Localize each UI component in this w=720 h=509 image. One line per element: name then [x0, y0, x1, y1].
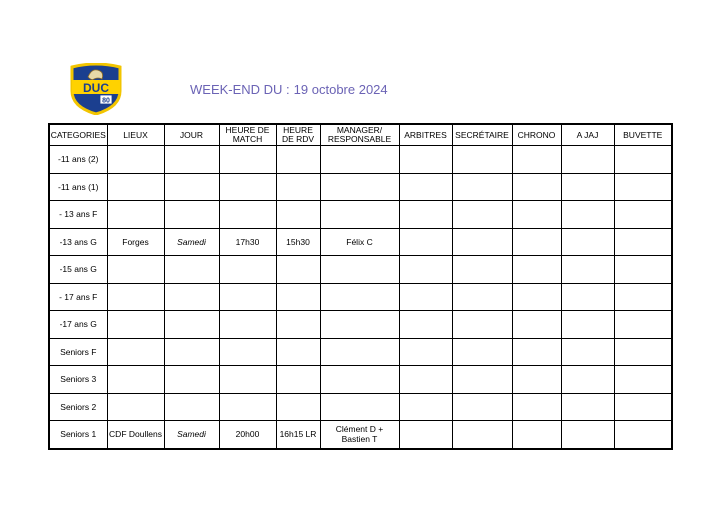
cell-arbitres[interactable]	[399, 283, 452, 311]
cell-ajaj[interactable]	[561, 338, 614, 366]
cell-manager[interactable]	[320, 283, 399, 311]
cell-lieux[interactable]	[107, 146, 164, 174]
col-header-heure-match: HEURE DE MATCH	[219, 124, 276, 146]
cell-heure-match[interactable]	[219, 311, 276, 339]
cell-chrono[interactable]	[512, 146, 561, 174]
cell-chrono[interactable]	[512, 421, 561, 449]
cell-manager[interactable]	[320, 338, 399, 366]
cell-arbitres[interactable]	[399, 173, 452, 201]
col-header-buvette: BUVETTE	[614, 124, 672, 146]
cell-manager[interactable]	[320, 146, 399, 174]
cell-buvette[interactable]	[614, 256, 672, 284]
cell-manager[interactable]	[320, 311, 399, 339]
col-header-secretaire: SECRÉTAIRE	[452, 124, 512, 146]
cell-jour[interactable]	[164, 146, 219, 174]
cell-buvette[interactable]	[614, 201, 672, 229]
cell-secretaire[interactable]	[452, 201, 512, 229]
cell-heure-rdv[interactable]	[276, 366, 320, 394]
col-header-manager: MANAGER/ RESPONSABLE	[320, 124, 399, 146]
logo-small-text: 80	[102, 97, 110, 105]
table-row	[49, 173, 672, 201]
cell-secretaire[interactable]	[452, 228, 512, 256]
cell-buvette[interactable]	[614, 421, 672, 449]
cell-jour[interactable]	[164, 173, 219, 201]
cell-jour[interactable]	[164, 311, 219, 339]
cell-arbitres[interactable]	[399, 201, 452, 229]
cell-heure-match[interactable]	[219, 338, 276, 366]
table-row	[49, 228, 672, 256]
cell-chrono[interactable]	[512, 173, 561, 201]
table-row	[49, 201, 672, 229]
col-header-chrono: CHRONO	[512, 124, 561, 146]
cell-lieux[interactable]	[107, 393, 164, 421]
cell-heure-rdv[interactable]	[276, 256, 320, 284]
table-row	[49, 421, 672, 449]
cell-heure-match[interactable]	[219, 146, 276, 174]
cell-categorie[interactable]: Seniors 1	[49, 421, 107, 449]
cell-categorie[interactable]: -11 ans (1)	[49, 173, 107, 201]
cell-arbitres[interactable]	[399, 393, 452, 421]
col-header-arbitres: ARBITRES	[399, 124, 452, 146]
cell-ajaj[interactable]	[561, 421, 614, 449]
table-row	[49, 256, 672, 284]
cell-chrono[interactable]	[512, 228, 561, 256]
cell-secretaire[interactable]	[452, 311, 512, 339]
cell-manager[interactable]	[320, 201, 399, 229]
cell-heure-match[interactable]	[219, 283, 276, 311]
cell-buvette[interactable]	[614, 173, 672, 201]
cell-categorie[interactable]: Seniors 3	[49, 366, 107, 394]
cell-categorie[interactable]: -15 ans G	[49, 256, 107, 284]
cell-manager[interactable]: Clément D + Bastien T	[320, 421, 399, 449]
cell-ajaj[interactable]	[561, 173, 614, 201]
cell-arbitres[interactable]	[399, 146, 452, 174]
cell-buvette[interactable]	[614, 338, 672, 366]
table-header-row	[49, 124, 672, 146]
cell-arbitres[interactable]	[399, 228, 452, 256]
cell-lieux[interactable]	[107, 173, 164, 201]
cell-lieux[interactable]	[107, 311, 164, 339]
cell-manager[interactable]	[320, 173, 399, 201]
table-row	[49, 146, 672, 174]
schedule-table	[48, 123, 673, 450]
cell-categorie[interactable]: -13 ans G	[49, 228, 107, 256]
cell-buvette[interactable]	[614, 393, 672, 421]
cell-heure-rdv[interactable]	[276, 146, 320, 174]
cell-secretaire[interactable]	[452, 256, 512, 284]
cell-secretaire[interactable]	[452, 393, 512, 421]
cell-heure-match[interactable]	[219, 393, 276, 421]
cell-jour[interactable]	[164, 256, 219, 284]
cell-heure-rdv[interactable]	[276, 393, 320, 421]
cell-secretaire[interactable]	[452, 173, 512, 201]
cell-lieux[interactable]	[107, 256, 164, 284]
cell-jour[interactable]: Samedi	[164, 228, 219, 256]
cell-chrono[interactable]	[512, 366, 561, 394]
cell-categorie[interactable]: - 13 ans F	[49, 201, 107, 229]
cell-heure-match[interactable]	[219, 173, 276, 201]
cell-lieux[interactable]	[107, 366, 164, 394]
cell-ajaj[interactable]	[561, 283, 614, 311]
cell-ajaj[interactable]	[561, 311, 614, 339]
cell-secretaire[interactable]	[452, 146, 512, 174]
cell-heure-rdv[interactable]: 15h30	[276, 228, 320, 256]
cell-ajaj[interactable]	[561, 146, 614, 174]
cell-buvette[interactable]	[614, 311, 672, 339]
col-header-heure-rdv: HEURE DE RDV	[276, 124, 320, 146]
cell-lieux[interactable]: CDF Doullens	[107, 421, 164, 449]
cell-categorie[interactable]: Seniors F	[49, 338, 107, 366]
col-header-lieux: LIEUX	[107, 124, 164, 146]
cell-chrono[interactable]	[512, 393, 561, 421]
cell-lieux[interactable]: Forges	[107, 228, 164, 256]
cell-ajaj[interactable]	[561, 393, 614, 421]
club-shield-icon	[68, 63, 124, 115]
cell-categorie[interactable]: -17 ans G	[49, 311, 107, 339]
cell-ajaj[interactable]	[561, 228, 614, 256]
table-row	[49, 283, 672, 311]
table-row	[49, 311, 672, 339]
cell-ajaj[interactable]	[561, 201, 614, 229]
cell-manager[interactable]	[320, 366, 399, 394]
cell-categorie[interactable]: - 17 ans F	[49, 283, 107, 311]
cell-chrono[interactable]	[512, 256, 561, 284]
cell-heure-rdv[interactable]	[276, 201, 320, 229]
cell-manager[interactable]: Félix C	[320, 228, 399, 256]
cell-heure-rdv[interactable]	[276, 338, 320, 366]
cell-jour[interactable]	[164, 366, 219, 394]
cell-heure-match[interactable]: 20h00	[219, 421, 276, 449]
club-logo	[68, 63, 124, 115]
cell-secretaire[interactable]	[452, 283, 512, 311]
cell-ajaj[interactable]	[561, 366, 614, 394]
cell-secretaire[interactable]	[452, 338, 512, 366]
cell-chrono[interactable]	[512, 338, 561, 366]
cell-buvette[interactable]	[614, 366, 672, 394]
cell-categorie[interactable]: Seniors 2	[49, 393, 107, 421]
cell-arbitres[interactable]	[399, 421, 452, 449]
cell-jour[interactable]	[164, 201, 219, 229]
cell-heure-match[interactable]: 17h30	[219, 228, 276, 256]
cell-heure-rdv[interactable]: 16h15 LR	[276, 421, 320, 449]
cell-arbitres[interactable]	[399, 338, 452, 366]
cell-chrono[interactable]	[512, 311, 561, 339]
cell-categorie[interactable]: -11 ans (2)	[49, 146, 107, 174]
page-title	[190, 82, 388, 97]
cell-heure-match[interactable]	[219, 201, 276, 229]
cell-heure-rdv[interactable]	[276, 311, 320, 339]
cell-heure-match[interactable]	[219, 256, 276, 284]
cell-arbitres[interactable]	[399, 311, 452, 339]
cell-manager[interactable]	[320, 393, 399, 421]
cell-jour[interactable]	[164, 283, 219, 311]
cell-chrono[interactable]	[512, 201, 561, 229]
cell-chrono[interactable]	[512, 283, 561, 311]
cell-buvette[interactable]	[614, 228, 672, 256]
col-header-jour: JOUR	[164, 124, 219, 146]
logo-text: DUC	[83, 81, 109, 95]
cell-heure-rdv[interactable]	[276, 283, 320, 311]
cell-arbitres[interactable]	[399, 256, 452, 284]
cell-heure-match[interactable]	[219, 366, 276, 394]
cell-lieux[interactable]	[107, 283, 164, 311]
cell-secretaire[interactable]	[452, 366, 512, 394]
cell-buvette[interactable]	[614, 283, 672, 311]
cell-lieux[interactable]	[107, 338, 164, 366]
cell-jour[interactable]: Samedi	[164, 421, 219, 449]
cell-arbitres[interactable]	[399, 366, 452, 394]
cell-secretaire[interactable]	[452, 421, 512, 449]
cell-ajaj[interactable]	[561, 256, 614, 284]
col-header-categories: CATEGORIES	[49, 124, 107, 146]
col-header-ajaj: A JAJ	[561, 124, 614, 146]
cell-jour[interactable]	[164, 393, 219, 421]
cell-buvette[interactable]	[614, 146, 672, 174]
cell-lieux[interactable]	[107, 201, 164, 229]
cell-manager[interactable]	[320, 256, 399, 284]
title-label: WEEK-END DU :	[190, 82, 290, 97]
cell-heure-rdv[interactable]	[276, 173, 320, 201]
table-row	[49, 393, 672, 421]
table-row	[49, 338, 672, 366]
cell-jour[interactable]	[164, 338, 219, 366]
title-date: 19 octobre 2024	[293, 82, 388, 97]
table-row	[49, 366, 672, 394]
